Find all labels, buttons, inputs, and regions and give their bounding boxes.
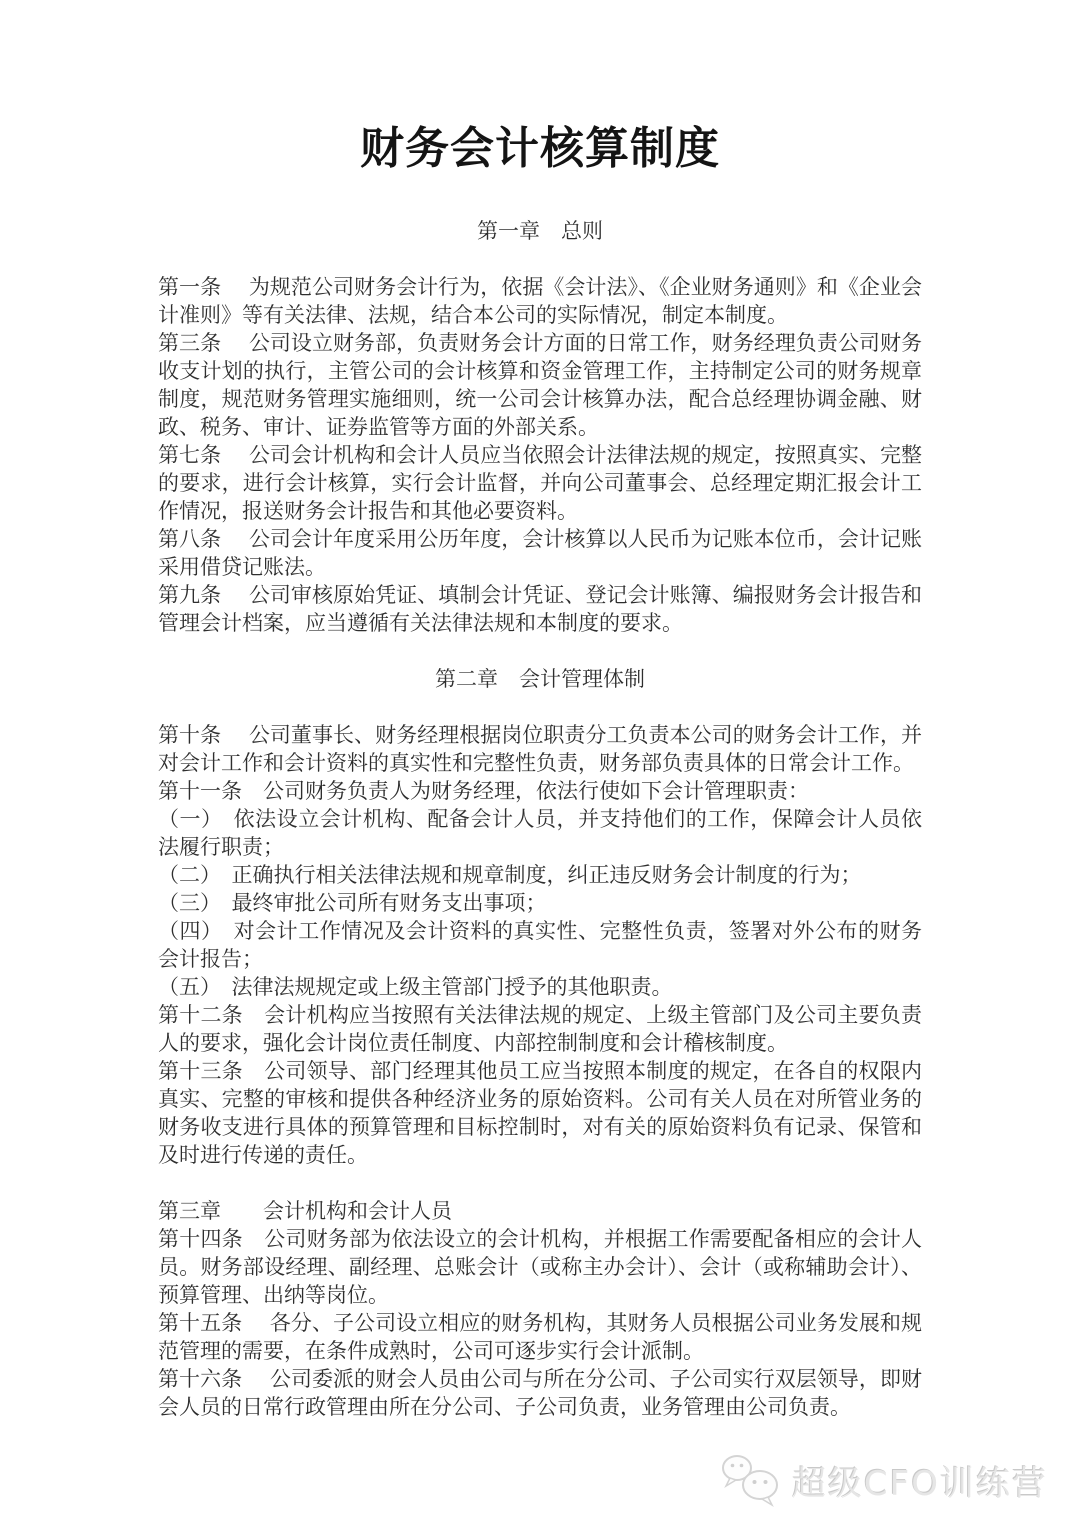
article-paragraph: 第三条 公司设立财务部，负责财务会计方面的日常工作，财务经理负责公司财务收支计划的执行，主管公司的会计核算和资金管理工作，主持制定公司的财务规章制度，规范财务管理实施细则，统一公司会计核算办法，配合总经理协调金融、财政、税务、审计、证券监管等方面的外部关系。: [158, 331, 922, 440]
wechat-icon: [720, 1453, 782, 1507]
chapter-heading: 第二章 会计管理体制: [435, 667, 645, 692]
document-body: [158, 217, 922, 1421]
article-paragraph: 第一条 为规范公司财务会计行为，依据《会计法》、《企业财务通则》和《企业会计准则》等有关法律、法规，结合本公司的实际情况，制定本制度。: [158, 275, 922, 328]
watermark: [720, 1453, 1048, 1507]
chapter-section: [158, 665, 922, 1169]
article-paragraph: 第九条 公司审核原始凭证、填制会计凭证、登记会计账簿、编报财务会计报告和管理会计档案，应当遵循有关法律法规和本制度的要求。: [158, 583, 922, 636]
article-paragraph: 第十条 公司董事长、财务经理根据岗位职责分工负责本公司的财务会计工作，并对会计工作和会计资料的真实性和完整性负责，财务部负责具体的日常会计工作。: [158, 723, 922, 776]
article-paragraph: （一） 依法设立会计机构、配备会计人员，并支持他们的工作，保障会计人员依法履行职责；: [158, 807, 922, 860]
chapter-section: [158, 1197, 922, 1421]
article-paragraph: 第十二条 会计机构应当按照有关法律法规的规定、上级主管部门及公司主要负责人的要求，强化会计岗位责任制度、内部控制制度和会计稽核制度。: [158, 1003, 922, 1056]
article-paragraph: 第十六条 公司委派的财会人员由公司与所在分公司、子公司实行双层领导，即财会人员的日常行政管理由所在分公司、子公司负责，业务管理由公司负责。: [158, 1367, 922, 1420]
article-paragraph: 第十四条 公司财务部为依法设立的会计机构，并根据工作需要配备相应的会计人员。财务部设经理、副经理、总账会计（或称主办会计）、会计（或称辅助会计）、预算管理、出纳等岗位。: [158, 1227, 922, 1308]
chapter-heading: 第一章 总则: [477, 219, 603, 244]
article-paragraph: （四） 对会计工作情况及会计资料的真实性、完整性负责，签署对外公布的财务会计报告；: [158, 919, 922, 972]
document-title: 财务会计核算制度: [360, 123, 720, 174]
article-paragraph: （二） 正确执行相关法律法规和规章制度，纠正违反财务会计制度的行为；: [158, 863, 862, 888]
chapter-section: [158, 217, 922, 637]
chapter-heading: 第三章 会计机构和会计人员: [158, 1199, 452, 1224]
article-paragraph: 第十五条 各分、子公司设立相应的财务机构，其财务人员根据公司业务发展和规范管理的需要，在条件成熟时，公司可逐步实行会计派制。: [158, 1311, 922, 1364]
article-paragraph: 第八条 公司会计年度采用公历年度，会计核算以人民币为记账本位币，会计记账采用借贷记账法。: [158, 527, 922, 580]
article-paragraph: 第十三条 公司领导、部门经理其他员工应当按照本制度的规定，在各自的权限内真实、完整的审核和提供各种经济业务的原始资料。公司有关人员在对所管业务的财务收支进行具体的预算管理和目标控制时，对有关的原始资料负有记录、保管和及时进行传递的责任。: [158, 1059, 922, 1168]
document-content: [158, 0, 922, 1421]
watermark-label: 超级CFO训练营: [791, 1463, 1048, 1504]
article-paragraph: 第七条 公司会计机构和会计人员应当依照会计法律法规的规定，按照真实、完整的要求，进行会计核算，实行会计监督，并向公司董事会、总经理定期汇报会计工作情况，报送财务会计报告和其他必要资料。: [158, 443, 922, 524]
article-paragraph: 第十一条 公司财务负责人为财务经理，依法行使如下会计管理职责：: [158, 779, 809, 804]
article-paragraph: （三） 最终审批公司所有财务支出事项；: [158, 891, 547, 916]
article-paragraph: （五） 法律法规规定或上级主管部门授予的其他职责。: [158, 975, 673, 1000]
